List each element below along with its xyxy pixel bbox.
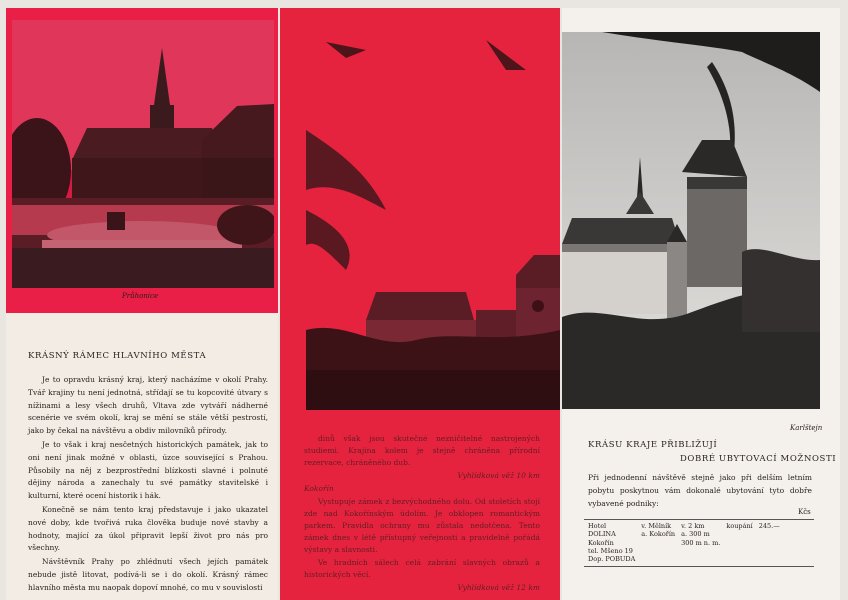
paragraph: Návštěvník Prahy po zhlédnutí všech jejích památek nebude jistě litovat, podívá-li se i do okolí. Krásný rámec hlavního města mu naopak dopoví mnohé, co mu v souvislosti	[28, 557, 268, 592]
section-heading: KRÁSU KRAJE PŘIBLIŽUJÍ	[588, 440, 718, 450]
paragraph: Při jednodenní návštěvě stejně jako při delším letním pobytu poskytnou vám dokonalé ubytování tyto dobře vybavené podniky:	[588, 473, 812, 508]
hotel-phone: tel. Mšeno 19	[588, 546, 633, 555]
hotel-type: Hotel	[588, 522, 607, 530]
table-row	[588, 555, 786, 563]
amenity: koupání	[726, 522, 753, 530]
paragraph: Je to opravdu krásný kraj, který nacházíme v okolí Prahy. Tvář krajiny tu není jednotná, střídají se tu kopcovité útvary s nížinami a lesy všech druhů, Vltava zde vytváří nádherné scenérie ve svém okolí, kraj se mění se stále větší pestrostí, jako by čekal na návštěvu a obdiv milovníků přírody.	[28, 375, 268, 436]
paragraph: Ve hradních sálech celá zabrání slavných obrazů a historických věcí.	[304, 558, 540, 579]
paragraph: Konečně se nám tento kraj představuje i jako ukazatel nové doby, kde tvořivá ruka člověka buduje nové stavby a hodnoty, mající za úkol připravit lepší život pro nás pro všechny.	[28, 504, 268, 553]
distance: a. 300 m	[681, 530, 710, 539]
section-subheading: DOBRÉ UBYTOVACÍ MOŽNOSTI	[680, 454, 837, 464]
pruhonice-photo-frame	[6, 8, 278, 313]
currency-label: Kčs	[798, 508, 811, 516]
photo-caption: Průhonice	[122, 292, 159, 300]
divider	[584, 519, 814, 520]
castle-duotone-photo	[306, 30, 560, 410]
hotel-name: DOLINA	[588, 530, 616, 539]
photo-caption: Karlštejn	[790, 424, 823, 432]
location-label: Kokořín	[304, 484, 334, 493]
right-panel	[562, 8, 840, 600]
faded-body-text	[304, 433, 540, 595]
price: 245.—	[758, 522, 780, 530]
table-row	[588, 547, 786, 555]
hotel-place: Kokořín	[588, 538, 614, 547]
distance: v. 2 km	[681, 522, 705, 530]
left-panel	[6, 8, 278, 600]
station: a. Kokořín	[641, 530, 676, 539]
hotel-operator: Dop. POBUDA	[588, 555, 636, 564]
altitude: 300 m n. m.	[681, 538, 721, 547]
pruhonice-castle-photo	[12, 20, 274, 288]
table-row	[588, 522, 786, 530]
table-row	[588, 530, 786, 538]
paragraph: Vystupuje zámek z bezvýchodného dolu. Od stoletích stojí zde nad Kokořínským údolím. Je obklopen romantickým parkem. Pravidla ochrany mu zůstala nedotčena. Tento zámek dnes v létě přístupný veřejnosti a pravidelně pořádá výstavy a slavnosti.	[304, 497, 540, 554]
divider	[584, 566, 814, 567]
paragraph: Je to však i kraj nesčetných historických památek, jak to oni není jinak možné v oblasti, úzce související s Prahou. Působily na něj z bezprostřední blízkosti slavné i polnuté dějiny národa a zanechaly tu své památky stavitelské i kulturní, které ocení historik i hák.	[28, 439, 268, 501]
middle-panel	[280, 8, 560, 600]
signature: Vyhlídková věž 10 km	[457, 471, 540, 480]
karlstejn-castle-photo	[562, 32, 820, 409]
body-text	[28, 374, 268, 596]
paragraph: dinů však jsou skutečné nezničitelné nastrojených studiemi. Krajina kolem je stejně chráněna přírodní rezervace, chráněného dub.	[304, 434, 540, 467]
intro-text	[588, 472, 812, 511]
table-row	[588, 539, 786, 547]
section-heading: KRÁSNÝ RÁMEC HLAVNÍHO MĚSTA	[28, 351, 207, 361]
signature: Vyhlídková věž 12 km	[457, 583, 540, 592]
accommodation-table	[588, 522, 786, 563]
district: v. Mělník	[641, 522, 672, 530]
